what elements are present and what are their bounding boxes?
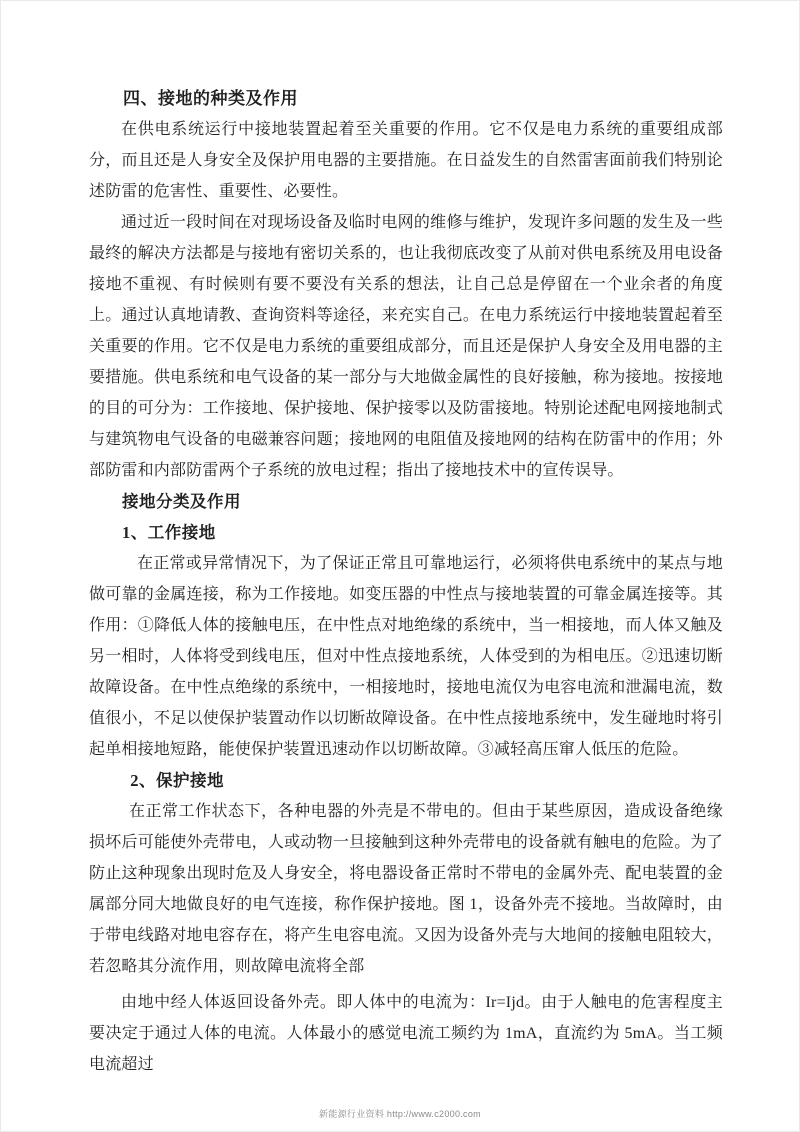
subheading-classification: 接地分类及作用 — [122, 492, 241, 511]
footer-watermark: 新能源行业资料 http://www.c2000.com — [319, 1109, 481, 1119]
paragraph-intro: 在供电系统运行中接地装置起着至关重要的作用。它不仅是电力系统的重要组成部分，而且还是人身安全及保护用电器的主要措施。在日益发生的自然雷害面前我们特别论述防雷的危害性、重要性、必要性。 — [89, 121, 723, 200]
subheading-protective-grounding: 2、保护接地 — [130, 771, 224, 790]
document-content — [89, 83, 723, 1080]
subheading-working-grounding: 1、工作接地 — [122, 523, 216, 542]
paragraph-body-current: 由地中经人体返回设备外壳。即人体中的电流为：Ir=Ijd。由于人触电的危害程度主要决定于通过人体的电流。人体最小的感觉电流工频约为 1mA，直流约为 5mA。当工频电流超过 — [89, 994, 723, 1073]
section-heading: 四、接地的种类及作用 — [123, 89, 298, 108]
paragraph-working-grounding: 在正常或异常情况下，为了保证正常且可靠地运行，必须将供电系统中的某点与地做可靠的金属连接，称为工作接地。如变压器的中性点与接地装置的可靠金属连接等。其作用：①降低人体的接触电压，在中性点对地绝缘的系统中，当一相接地，而人体又触及另一相时，人体将受到线电压，但对中性点接地系统，人体受到的为相电压。②迅速切断故障设备。在中性点绝缘的系统中，一相接地时，接地电流仅为电容电流和泄漏电流，数值很小，不足以使保护装置动作以切断故障设备。在中性点接地系统中，发生碰地时将引起单相接地短路，能使保护装置迅速动作以切断故障。③减轻高压窜人低压的危险。 — [89, 555, 723, 758]
paragraph-overview: 通过近一段时间在对现场设备及临时电网的维修与维护，发现许多问题的发生及一些最终的解决方法都是与接地有密切关系的，也让我彻底改变了从前对供电系统及用电设备接地不重视、有时候则有要不要没有关系的想法，让自己总是停留在一个业余者的角度上。通过认真地请教、查询资料等途径，来充实自己。在电力系统运行中接地装置起着至关重要的作用。它不仅是电力系统的重要组成部分，而且还是保护人身安全及用电器的主要措施。供电系统和电气设备的某一部分与大地做金属性的良好接触，称为接地。按接地的目的可分为：工作接地、保护接地、保护接零以及防雷接地。特别论述配电网接地制式与建筑物电气设备的电磁兼容问题；接地网的电阻值及接地网的结构在防雷中的作用；外部防雷和内部防雷两个子系统的放电过程；指出了接地技术中的宣传误导。 — [89, 214, 723, 479]
paragraph-protective-grounding: 在正常工作状态下，各种电器的外壳是不带电的。但由于某些原因，造成设备绝缘损坏后可能使外壳带电，人或动物一旦接触到这种外壳带电的设备就有触电的危险。为了防止这种现象出现时危及人身安全，将电器设备正常时不带电的金属外壳、配电装置的金属部分同大地做良好的电气连接，称作保护接地。图 1，设备外壳不接地。当故障时，由于带电线路对地电容存在，将产生电容电流。又因为设备外壳与大地间的接触电阻较大，若忽略其分流作用，则故障电流将全部 — [89, 803, 723, 975]
